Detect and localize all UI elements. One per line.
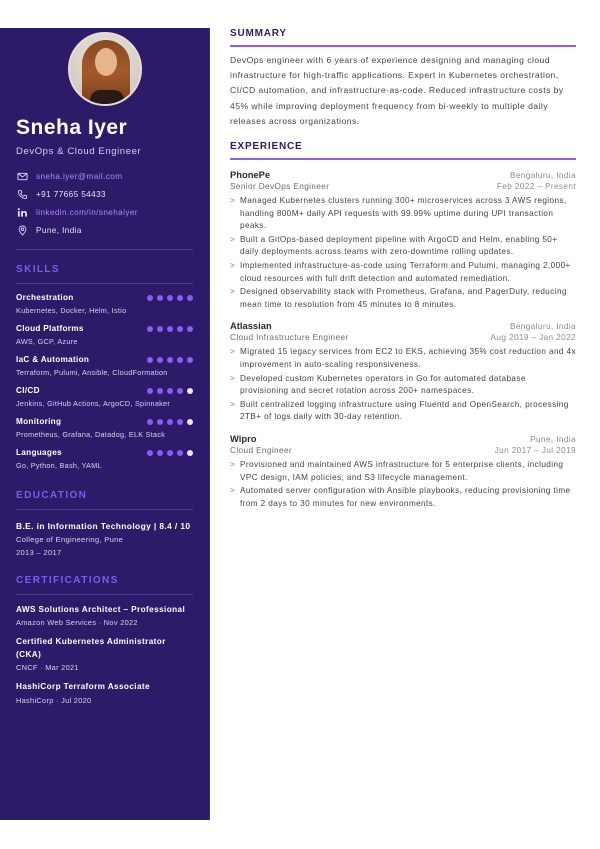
job-bullets (230, 459, 576, 510)
job-entry (230, 169, 576, 311)
bullet-arrow-icon: > (230, 459, 236, 469)
experience-section (230, 141, 576, 510)
contact-list (16, 167, 193, 239)
location-icon (16, 224, 28, 236)
skill-tools: Go, Python, Bash, YAML (16, 461, 102, 470)
skill-name: Monitoring (16, 417, 62, 426)
linkedin-icon (16, 206, 28, 218)
main-content (230, 28, 576, 511)
skill-tools: Jenkins, GitHub Actions, ArgoCD, Spinnaker (16, 399, 171, 408)
job-location: Bengaluru, India (509, 322, 576, 332)
skill-dot-filled (177, 295, 183, 301)
skills-list (16, 293, 193, 470)
education-degree: B.E. in Information Technology | 8.4 / 10 (16, 521, 191, 531)
skill-level-dots (147, 357, 193, 363)
certification-item (16, 681, 193, 705)
experience-rule (230, 158, 576, 160)
education-rule (16, 509, 193, 510)
skill-dot-filled (147, 357, 153, 363)
linkedin-link[interactable]: linkedin.com/in/snehaiyer (36, 207, 138, 217)
skill-item (16, 324, 193, 346)
skill-dot-filled (177, 357, 183, 363)
skill-name: Orchestration (16, 293, 74, 302)
skill-dot-filled (157, 326, 163, 332)
job-bullets (230, 195, 576, 311)
education-heading: EDUCATION (16, 490, 88, 501)
certification-meta: CNCF · Mar 2021 (16, 663, 79, 672)
skill-tools: Terraform, Pulumi, Ansible, CloudFormation (16, 368, 168, 377)
skill-dot-filled (187, 295, 193, 301)
job-entry (230, 433, 576, 510)
skill-item (16, 355, 193, 377)
job-entry (230, 320, 576, 424)
bullet-text: Automated server configuration with Ansible playbooks, reducing provisioning time from 2 days to 30 minutes for new environments. (240, 486, 571, 508)
job-bullet (230, 346, 576, 371)
email-link[interactable]: sneha.iyer@mail.com (36, 171, 123, 181)
contact-divider (16, 249, 193, 250)
skill-tools: Prometheus, Grafana, Datadog, ELK Stack (16, 430, 166, 439)
certification-date: Nov 2022 (103, 618, 138, 627)
skill-dot-filled (187, 357, 193, 363)
contact-phone (16, 185, 193, 203)
bullet-text: Migrated 15 legacy services from EC2 to EKS, achieving 35% cost reduction and 4x improvement in auto-scaling responsiveness. (240, 347, 577, 369)
job-title: Cloud Infrastructure Engineer (230, 333, 349, 343)
skill-level-dots (147, 388, 193, 394)
skill-dot-filled (177, 326, 183, 332)
skill-dot-empty (187, 450, 193, 456)
job-title: Cloud Engineer (230, 445, 293, 455)
certification-meta: HashiCorp · Jul 2020 (16, 695, 92, 705)
job-location: Pune, India (530, 434, 576, 444)
skill-name: CI/CD (16, 386, 40, 395)
skill-level-dots (147, 450, 193, 456)
bullet-arrow-icon: > (230, 399, 236, 409)
certification-date: Mar 2021 (45, 663, 79, 672)
job-bullet (230, 260, 576, 285)
skill-dot-empty (187, 419, 193, 425)
skill-item (16, 293, 193, 315)
bullet-text: Developed custom Kubernetes operators in Go for automated database provisioning and secret rotation across 200+ namespaces. (240, 373, 526, 396)
certification-name: Certified Kubernetes Administrator (CKA) (16, 637, 166, 659)
skill-dot-filled (187, 326, 193, 332)
bullet-text: Built a GitOps-based deployment pipeline with ArgoCD and Helm, enabling 50+ daily deployments across teams with zero-downtime rolling updates. (240, 234, 558, 257)
phone-icon (16, 188, 28, 200)
skill-name: IaC & Automation (16, 355, 90, 364)
sidebar (0, 28, 210, 820)
certification-issuer: CNCF (16, 663, 38, 672)
bullet-text: Built centralized logging infrastructure using Fluentd and OpenSearch, processing 2TB+ of logs daily with 30-day retention. (240, 399, 569, 422)
contact-linkedin[interactable] (16, 203, 193, 221)
summary-text: DevOps engineer with 6 years of experience designing and managing cloud infrastructure for high-traffic applications. Expert in Kubernetes orchestration, CI/CD automation, and infrastructure-as-code. Reduced infrastructure costs by 45% while improving deployment frequency from bi-weekly to multiple daily releases across organizations. (230, 55, 564, 126)
certifications-heading: CERTIFICATIONS (16, 574, 119, 586)
skill-dot-filled (167, 357, 173, 363)
bullet-arrow-icon: > (230, 373, 236, 383)
summary-section (230, 28, 576, 129)
skills-rule (16, 283, 193, 284)
job-bullet (230, 234, 576, 259)
skill-name: Cloud Platforms (16, 324, 84, 333)
certification-meta: Amazon Web Services · Nov 2022 (16, 618, 138, 627)
experience-heading: EXPERIENCE (230, 141, 303, 153)
skill-item (16, 417, 193, 439)
mail-icon (16, 170, 28, 182)
candidate-role: DevOps & Cloud Engineer (16, 146, 142, 157)
skill-item (16, 386, 193, 408)
bullet-text: Provisioned and maintained AWS infrastructure for 5 enterprise clients, including VPC design, IAM policies, and S3 lifecycle management. (240, 459, 564, 482)
skill-dot-empty (187, 388, 193, 394)
skill-dot-filled (157, 419, 163, 425)
job-bullets (230, 346, 576, 424)
bullet-text: Implemented infrastructure-as-code using Terraform and Pulumi, managing 2,000+ cloud resources with full drift detection and automated remediation. (240, 260, 571, 283)
skill-dot-filled (157, 357, 163, 363)
skill-dot-filled (147, 419, 153, 425)
bullet-arrow-icon: > (230, 486, 236, 496)
photo-face (95, 48, 117, 76)
job-location: Bengaluru, India (509, 171, 576, 181)
summary-heading: SUMMARY (230, 28, 287, 39)
skill-name: Languages (16, 448, 62, 457)
bullet-arrow-icon: > (230, 260, 236, 270)
skill-dot-filled (177, 419, 183, 425)
skill-level-dots (147, 419, 193, 425)
summary-rule (230, 45, 576, 47)
certification-item (16, 604, 193, 628)
job-bullet (230, 195, 576, 233)
certification-item (16, 636, 193, 672)
bullet-arrow-icon: > (230, 196, 236, 206)
skill-dot-filled (147, 450, 153, 456)
bullet-arrow-icon: > (230, 347, 236, 357)
phone-number: +91 77665 54433 (36, 189, 106, 199)
skill-tools: Kubernetes, Docker, Helm, Istio (16, 306, 127, 315)
education-years: 2013 – 2017 (16, 547, 62, 557)
job-dates: Aug 2019 – Jan 2022 (490, 333, 576, 343)
skill-level-dots (147, 295, 193, 301)
skill-dot-filled (177, 388, 183, 394)
photo-shirt (90, 90, 124, 106)
skill-dot-filled (147, 326, 153, 332)
skill-item (16, 448, 193, 470)
certification-name: HashiCorp Terraform Associate (16, 682, 150, 691)
skill-dot-filled (157, 450, 163, 456)
skill-dot-filled (167, 450, 173, 456)
certification-issuer: HashiCorp (16, 695, 54, 705)
bullet-arrow-icon: > (230, 234, 236, 244)
skill-dot-filled (167, 388, 173, 394)
education-school: College of Engineering, Pune (16, 534, 124, 544)
skill-tools: AWS, GCP, Azure (16, 337, 78, 346)
bullet-text: Managed Kubernetes clusters running 300+ microservices across 3 AWS regions, handling 800M+ daily API requests with 99.99% uptime during UPI transaction peaks. (240, 196, 567, 231)
contact-email[interactable] (16, 167, 193, 185)
skill-dot-filled (157, 388, 163, 394)
skill-dot-filled (147, 388, 153, 394)
certification-issuer: Amazon Web Services (16, 618, 97, 627)
profile-photo (68, 32, 142, 106)
job-bullet (230, 485, 576, 510)
skill-dot-filled (167, 326, 173, 332)
company-name: Wipro (230, 432, 257, 444)
skill-dot-filled (167, 295, 173, 301)
skills-heading: SKILLS (16, 264, 60, 275)
company-name: Atlassian (230, 320, 272, 332)
contact-location (16, 221, 193, 239)
skill-level-dots (147, 326, 193, 332)
job-bullet (230, 399, 576, 424)
job-bullet (230, 459, 576, 484)
bullet-text: Designed observability stack with Prometheus, Grafana, and PagerDuty, reducing mean time to resolution from 45 minutes to 8 minutes. (240, 287, 567, 309)
certification-name: AWS Solutions Architect – Professional (16, 604, 186, 614)
job-bullet (230, 286, 576, 311)
job-title: Senior DevOps Engineer (230, 182, 330, 192)
skill-dot-filled (157, 295, 163, 301)
bullet-arrow-icon: > (230, 287, 236, 297)
candidate-name: Sneha Iyer (16, 116, 128, 139)
company-name: PhonePe (230, 169, 271, 181)
job-dates: Feb 2022 – Present (496, 182, 576, 192)
certifications-rule (16, 594, 193, 595)
location-text: Pune, India (36, 225, 82, 235)
skill-dot-filled (167, 419, 173, 425)
certification-date: Jul 2020 (61, 695, 92, 705)
job-dates: Jun 2017 – Jul 2019 (494, 445, 576, 455)
skill-dot-filled (147, 295, 153, 301)
job-bullet (230, 373, 576, 398)
skill-dot-filled (177, 450, 183, 456)
